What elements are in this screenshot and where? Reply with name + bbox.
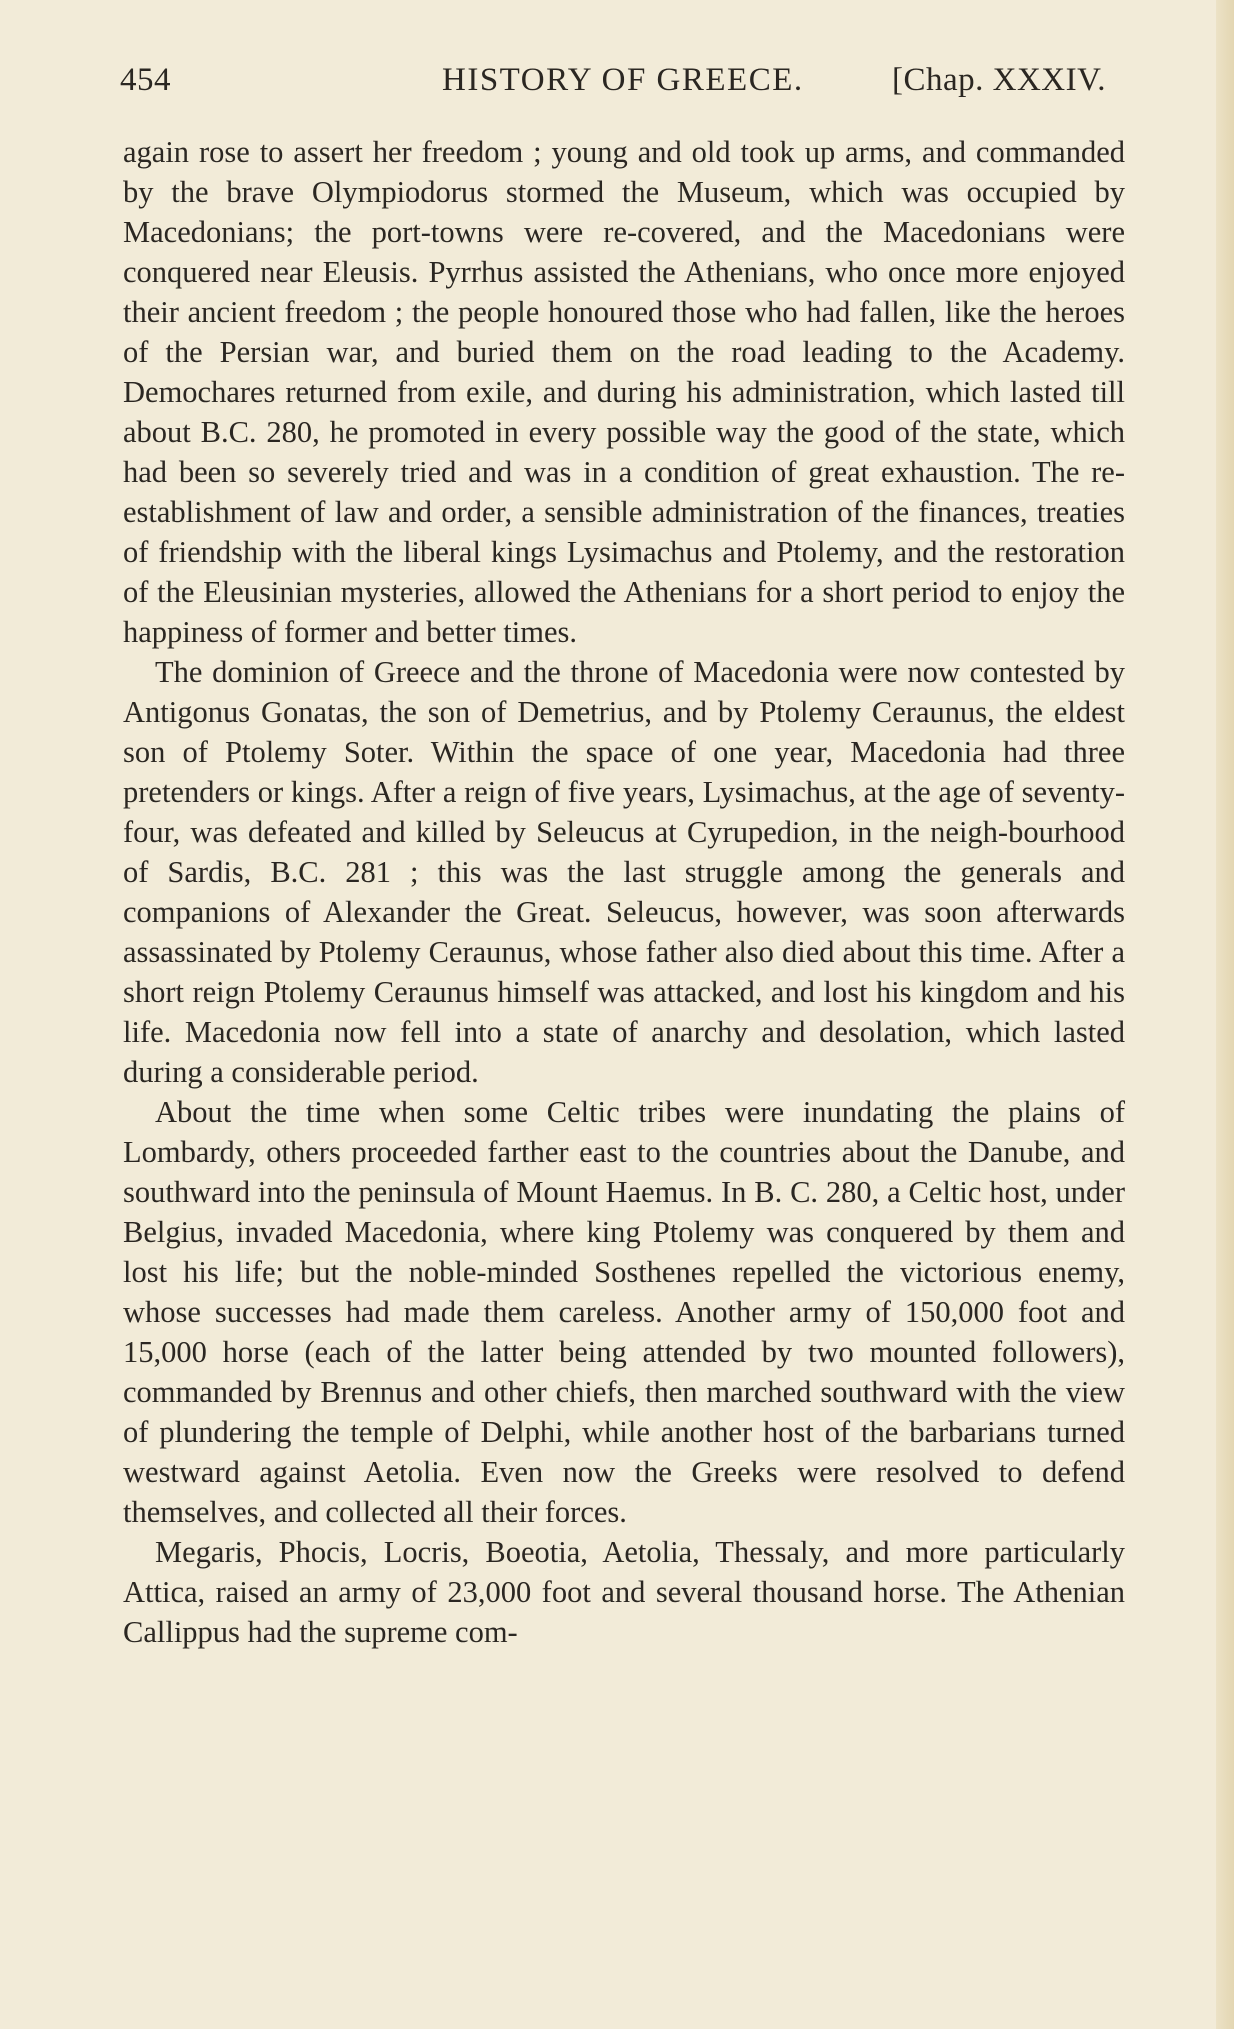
running-title: HISTORY OF GREECE.	[442, 62, 804, 98]
body-text	[123, 132, 1125, 1652]
paragraph-4: Megaris, Phocis, Locris, Boeotia, Aetolia, Thessaly, and more particularly Attica, raised an army of 23,000 foot and several thousand horse. The Athenian Callippus had the supreme com-	[123, 1535, 1125, 1649]
running-header	[120, 62, 1140, 112]
page-number: 454	[120, 62, 171, 98]
chapter-reference: [Chap. XXXIV.	[892, 62, 1106, 98]
paragraph-3: About the time when some Celtic tribes were inundating the plains of Lombardy, others proceeded farther east to the countries about the Danube, and southward into the peninsula of Mount Haemus. In B. C. 280, a Celtic host, under Belgius, invaded Macedonia, where king Ptolemy was conquered by them and lost his life; but the noble-minded Sosthenes repelled the victorious enemy, whose successes had made them careless. Another army of 150,000 foot and 15,000 horse (each of the latter being attended by two mounted followers), commanded by Brennus and other chiefs, then marched southward with the view of plundering the temple of Delphi, while another host of the barbarians turned westward against Aetolia. Even now the Greeks were resolved to defend themselves, and collected all their forces.	[123, 1095, 1125, 1529]
page-edge	[1216, 0, 1234, 2029]
paragraph-1: again rose to assert her freedom ; young and old took up arms, and commanded by the brave Olympiodorus stormed the Museum, which was occupied by Macedonians; the port-towns were re-covered, and the Macedonians were conquered near Eleusis. Pyrrhus assisted the Athenians, who once more enjoyed their ancient freedom ; the people honoured those who had fallen, like the heroes of the Persian war, and buried them on the road leading to the Academy. Demochares returned from exile, and during his administration, which lasted till about B.C. 280, he promoted in every possible way the good of the state, which had been so severely tried and was in a condition of great exhaustion. The re-establishment of law and order, a sensible administration of the finances, treaties of friendship with the liberal kings Lysimachus and Ptolemy, and the restoration of the Eleusinian mysteries, allowed the Athenians for a short period to enjoy the happiness of former and better times.	[123, 135, 1125, 649]
paragraph-2: The dominion of Greece and the throne of Macedonia were now contested by Antigonus Gonatas, the son of Demetrius, and by Ptolemy Ceraunus, the eldest son of Ptolemy Soter. Within the space of one year, Macedonia had three pretenders or kings. After a reign of five years, Lysimachus, at the age of seventy-four, was defeated and killed by Seleucus at Cyrupedion, in the neigh-bourhood of Sardis, B.C. 281 ; this was the last struggle among the generals and companions of Alexander the Great. Seleucus, however, was soon afterwards assassinated by Ptolemy Ceraunus, whose father also died about this time. After a short reign Ptolemy Ceraunus himself was attacked, and lost his kingdom and his life. Macedonia now fell into a state of anarchy and desolation, which lasted during a considerable period.	[123, 655, 1125, 1089]
